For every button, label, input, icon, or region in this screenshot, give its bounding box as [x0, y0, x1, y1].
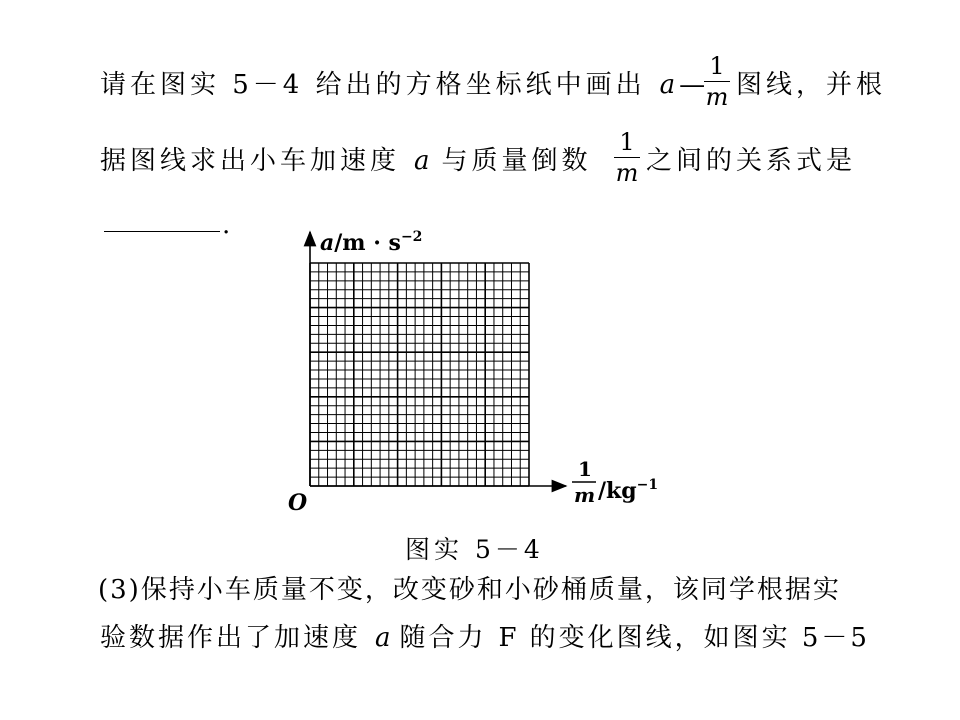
- line2-text-c: 之间的关系式是: [646, 146, 857, 176]
- line1-text-b: 图线，并根: [736, 70, 887, 100]
- line2-text-b: 与质量倒数: [441, 146, 592, 176]
- y-axis-label: $a/m \cdot s^{-2}$: [320, 229, 423, 256]
- line4-text-b: 随合力: [399, 623, 487, 653]
- grid-lines: [310, 263, 529, 486]
- x-axis-label-unit: $/kg^{-1}$: [598, 477, 659, 504]
- line2-text-a: 据图线求出小车加速度: [100, 146, 401, 176]
- origin-label: O: [288, 490, 308, 516]
- text-line-4: [100, 623, 870, 653]
- x-axis-label-numerator: 1: [578, 457, 592, 481]
- figure-caption: 图实 5－4: [405, 535, 544, 564]
- line1-dash: —: [679, 70, 710, 100]
- text-line-3: (3)保持小车质量不变，改变砂和小砂桶质量，该同学根据实: [98, 575, 841, 605]
- line4-var-a: a: [375, 623, 394, 653]
- answer-period: .: [222, 210, 231, 240]
- line4-var-F: F: [498, 623, 520, 653]
- line1-text-a: 请在图实 5－4 给出的方格坐标纸中画出: [100, 70, 646, 100]
- x-axis-label-denominator: m: [574, 483, 596, 507]
- line2-var-a: a: [414, 146, 434, 176]
- fraction-denominator: m: [705, 83, 729, 111]
- line4-text-a: 验数据作出了加速度: [100, 623, 362, 653]
- line4-text-c: 的变化图线，如图实 5－5: [529, 623, 870, 653]
- fraction-numerator: 1: [709, 52, 725, 80]
- fraction-numerator-2: 1: [619, 128, 635, 156]
- fraction-denominator-2: m: [615, 159, 639, 187]
- line1-var-a: a: [659, 70, 680, 100]
